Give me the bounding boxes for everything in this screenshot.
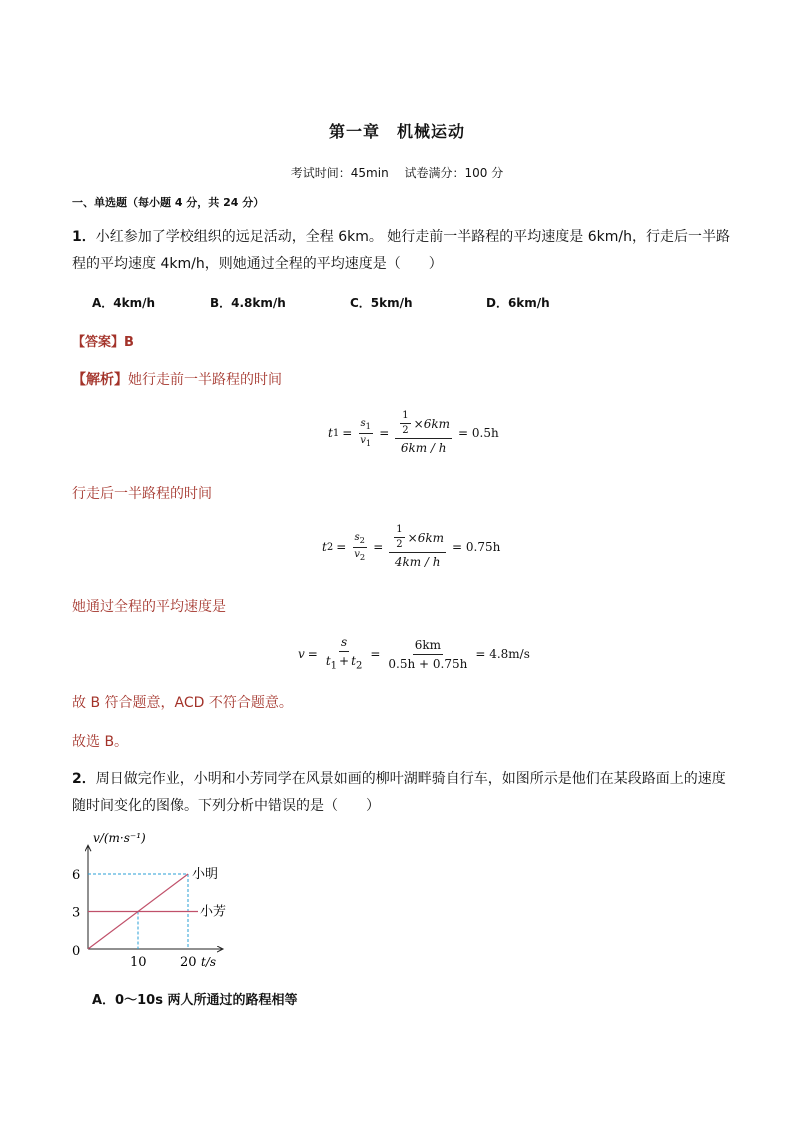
formula-result: = 0.5h	[458, 426, 499, 440]
formula-fraction: $\frac{s}{t_1 + t_2}$	[325, 635, 363, 672]
x-axis-label: t/s	[201, 955, 217, 969]
formula-var: t	[328, 426, 333, 440]
q2-option-a: A．0～10s 两人所通过的路程相等	[92, 993, 298, 1008]
exam-info: 考试时间：45min 试卷满分：100 分	[290, 166, 504, 180]
q1-final: 故选 B。	[72, 734, 129, 750]
question-number: 2．	[72, 771, 96, 787]
formula-sub: 2	[326, 541, 334, 553]
formula-fraction: $\frac{6km}{0.5h + 0.75h}$	[388, 637, 468, 671]
question-number: 1．	[72, 229, 96, 245]
q1-option-a: A．4km/h	[92, 296, 156, 310]
q1-analysis	[72, 369, 282, 389]
formula-var: v	[298, 647, 305, 662]
y-axis-label: v/(m·s⁻¹)	[93, 831, 146, 845]
q1-step3: 她通过全程的平均速度是	[72, 599, 226, 615]
q1-option-d: D．6km/h	[486, 296, 550, 310]
formula-fraction: $\frac{s_1}{v_1}$	[360, 417, 372, 448]
q1-conclusion: 故 B 符合题意，ACD 不符合题意。	[72, 695, 293, 711]
question-1-line2: 程的平均速度 4km/h，则她通过全程的平均速度是（ ）	[72, 256, 443, 272]
question-1-stem	[72, 224, 732, 278]
question-1-line1: 小红参加了学校组织的远足活动，全程 6km。 她行走前一半路程的平均速度是 6km/h，行走后一半路	[95, 229, 730, 245]
x-tick-label: 10	[130, 955, 147, 970]
formula-fraction: $\frac{1}{2}$ × 6km 6km / h	[395, 410, 452, 456]
q1-step2: 行走后一半路程的时间	[72, 486, 212, 502]
formula-sub: 1	[332, 427, 340, 439]
x-tick-label: 20	[180, 955, 197, 970]
origin-label: 0	[72, 944, 81, 959]
formula-result: = 4.8m/s	[475, 647, 530, 662]
formula-result: = 0.75h	[452, 540, 501, 554]
q1-option-b: B．4.8km/h	[210, 296, 286, 310]
y-tick-label: 6	[72, 868, 81, 883]
q1-answer: 【答案】B	[72, 335, 134, 350]
formula-3: v = $\frac{s}{t_1 + t_2}$ = $\frac{6km}{0.5h + 0.75h}$ = 4.8m/s	[298, 634, 530, 674]
analysis-text: 她行走前一半路程的时间	[128, 372, 282, 388]
series-label: 小芳	[200, 904, 227, 920]
velocity-time-chart	[66, 828, 236, 978]
formula-fraction: $\frac{s_2}{v_2}$	[354, 531, 366, 562]
formula-var: t	[322, 540, 327, 554]
question-2-line2: 随时间变化的图像。下列分析中错误的是（ ）	[72, 798, 380, 814]
formula-2: t 2 = $\frac{s_2}{v_2}$ = $\frac{1}{2}$ × 6km 4km / h = 0.75h	[322, 524, 501, 569]
formula-fraction: $\frac{1}{2}$ × 6km 4km / h	[389, 524, 446, 570]
question-2-line1: 周日做完作业，小明和小芳同学在风景如画的柳叶湖畔骑自行车，如图所示是他们在某段路面上的速度	[95, 771, 726, 787]
y-tick-label: 3	[72, 905, 81, 921]
formula-1: t 1 = $\frac{s_1}{v_1}$ = $\frac{1}{2}$ × 6km 6km / h = 0.5h	[328, 410, 499, 455]
page-title: 第一章 机械运动	[328, 122, 465, 141]
section-heading: 一、单选题（每小题 4 分，共 24 分）	[72, 196, 265, 209]
question-2-stem	[72, 766, 732, 820]
analysis-tag: 【解析】	[72, 372, 128, 388]
series-label: 小明	[192, 867, 219, 882]
q1-option-c: C．5km/h	[350, 296, 413, 310]
